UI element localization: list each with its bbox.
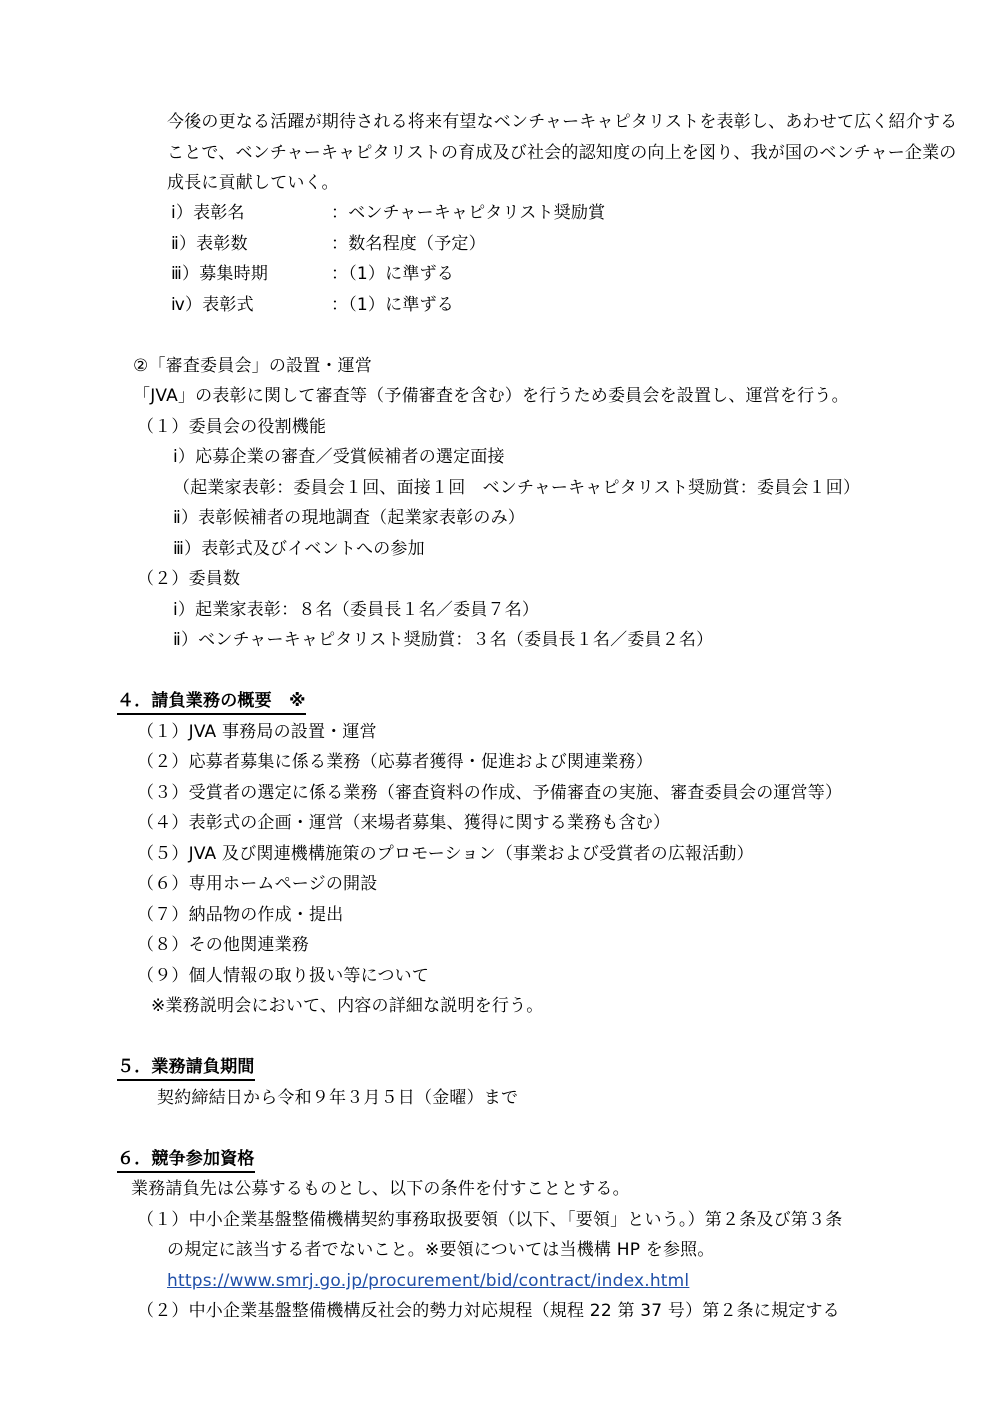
list-item: （８）その他関連業務: [137, 935, 309, 955]
list-item: （４）表彰式の企画・運営（来場者募集、獲得に関する業務も含む）: [137, 813, 671, 833]
section-4-note: ※業務説明会において、内容の詳細な説明を行う。: [151, 996, 544, 1016]
committee-role-1-note: （起業家表彰：委員会１回、面接１回 ベンチャーキャピタリスト奨励賞：委員会１回）: [173, 478, 861, 498]
committee-role-2: ⅱ）表彰候補者の現地調査（起業家表彰のみ）: [173, 508, 525, 528]
list-item: （５）JVA 及び関連機構施策のプロモーション（事業および受賞者の広報活動）: [137, 844, 754, 864]
intro-line-2: ことで、ベンチャーキャピタリストの育成及び社会的認知度の向上を図り、我が国のベンチャー企業の: [167, 143, 957, 163]
committee-role-3: ⅲ）表彰式及びイベントへの参加: [173, 539, 425, 559]
award-item-label: ⅳ）表彰式: [171, 295, 254, 315]
section-6-heading: ６．競争参加資格: [117, 1148, 255, 1173]
list-item: （２）応募者募集に係る業務（応募者獲得・促進および関連業務）: [137, 752, 653, 772]
section-5-heading: ５．業務請負期間: [117, 1056, 255, 1081]
committee-subheading-1: （１）委員会の役割機能: [137, 417, 327, 437]
section-5-text: 契約締結日から令和９年３月５日（金曜）まで: [157, 1088, 519, 1108]
committee-role-1: ⅰ）応募企業の審査／受賞候補者の選定面接: [173, 447, 505, 467]
committee-members-2: ⅱ）ベンチャーキャピタリスト奨励賞：３名（委員長１名／委員２名）: [173, 630, 714, 650]
procurement-link[interactable]: https://www.smrj.go.jp/procurement/bid/contract/index.html: [167, 1271, 690, 1291]
section-6-item-1-line-2: の規定に該当する者でないこと。※要領については当機構 HP を参照。: [167, 1240, 715, 1260]
committee-subheading-2: （２）委員数: [137, 569, 241, 589]
committee-members-1: ⅰ）起業家表彰：８名（委員長１名／委員７名）: [173, 600, 540, 620]
section-4-heading: ４．請負業務の概要 ※: [117, 690, 306, 715]
intro-line-3: 成長に貢献していく。: [167, 173, 339, 193]
award-item-label: ⅰ）表彰名: [171, 203, 245, 223]
award-item-value: ：（1）に準ずる: [331, 264, 454, 284]
award-item-value: ：ベンチャーキャピタリスト奨励賞: [331, 203, 606, 223]
award-item-value: ：（1）に準ずる: [331, 295, 454, 315]
section-6-item-2-line-1: （２）中小企業基盤整備機構反社会的勢力対応規程（規程 22 第 37 号）第２条に規定する: [137, 1301, 840, 1321]
award-item-label: ⅲ）募集時期: [171, 264, 269, 284]
list-item: （７）納品物の作成・提出: [137, 905, 344, 925]
list-item: （９）個人情報の取り扱い等について: [137, 966, 430, 986]
intro-line-1: 今後の更なる活躍が期待される将来有望なベンチャーキャピタリストを表彰し、あわせて広く紹介する: [167, 112, 958, 132]
award-item-label: ⅱ）表彰数: [171, 234, 248, 254]
list-item: （１）JVA 事務局の設置・運営: [137, 722, 377, 742]
list-item: （３）受賞者の選定に係る業務（審査資料の作成、予備審査の実施、審査委員会の運営等）: [137, 783, 843, 803]
committee-heading: ②「審査委員会」の設置・運営: [133, 356, 373, 376]
section-6-intro: 業務請負先は公募するものとし、以下の条件を付すこととする。: [131, 1179, 630, 1199]
section-6-item-1-line-1: （１）中小企業基盤整備機構契約事務取扱要領（以下、「要領」という。）第２条及び第３条: [137, 1210, 843, 1230]
award-item-value: ：数名程度（予定）: [331, 234, 486, 254]
list-item: （６）専用ホームページの開設: [137, 874, 378, 894]
committee-description: 「JVA」の表彰に関して審査等（予備審査を含む）を行うため委員会を設置し、運営を行う。: [133, 386, 849, 406]
